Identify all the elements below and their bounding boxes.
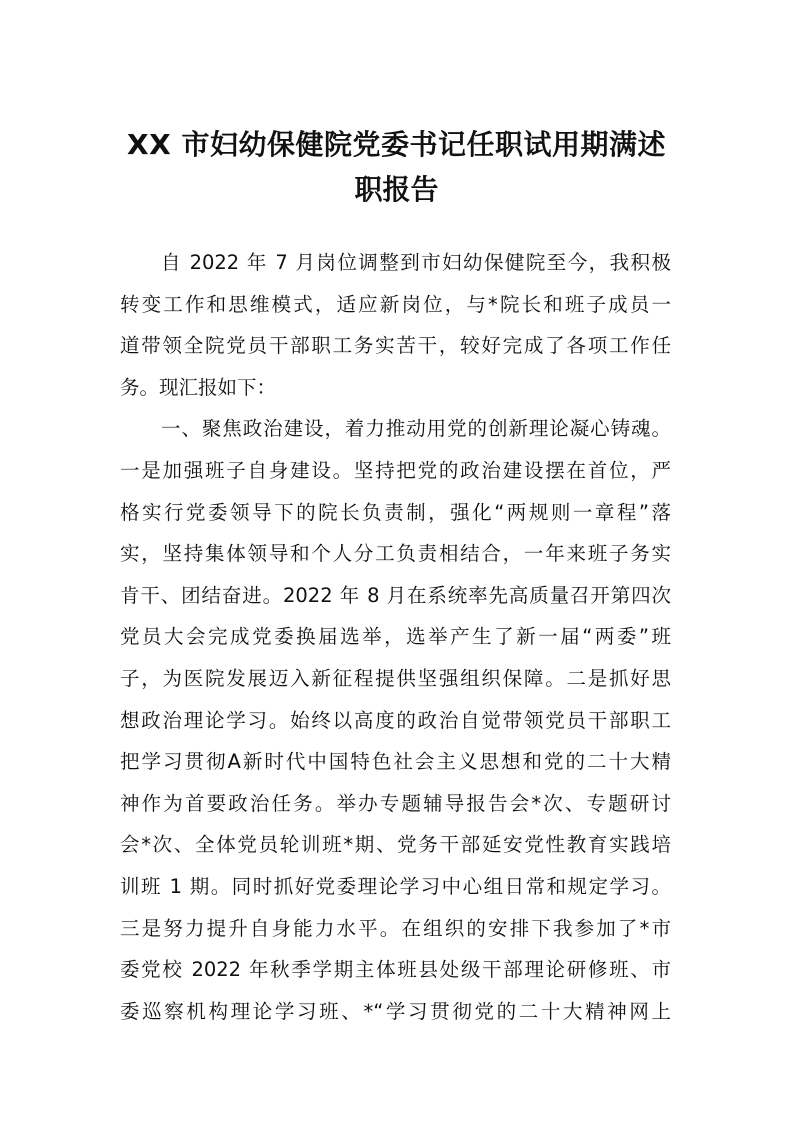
paragraph-2-line: 一、聚焦政治建设，着力推动用党的创新理论凝心铸魂。 (161, 417, 671, 441)
paragraph-2-line: 想政治理论学习。始终以高度的政治自觉带领党员干部职工 (120, 708, 671, 732)
paragraph-1-line: 道带领全院党员干部职工务实苦干，较好完成了各项工作任 (120, 334, 671, 358)
paragraph-2-line: 格实行党委领导下的院长负责制，强化“两规则一章程”落 (120, 500, 671, 524)
paragraph-1-line: 转变工作和思维模式，适应新岗位，与*院长和班子成员一 (120, 292, 671, 316)
paragraph-1-line: 自 2022 年 7 月岗位调整到市妇幼保健院至今，我积极 (161, 251, 671, 274)
paragraph-2-line: 委巡察机构理论学习班、*“学习贯彻党的二十大精神网上 (120, 999, 671, 1023)
paragraph-2-line: 会*次、全体党员轮训班*期、党务干部延安党性教育实践培 (120, 833, 671, 857)
paragraph-2-line: 委党校 2022 年秋季学期主体班县处级干部理论研修班、市 (120, 958, 671, 982)
paragraph-2-line: 三是努力提升自身能力水平。在组织的安排下我参加了*市 (120, 916, 671, 940)
paragraph-2-line: 党员大会完成党委换届选举，选举产生了新一届“两委”班 (120, 625, 671, 649)
paragraph-1-line: 务。现汇报如下： (120, 375, 277, 399)
paragraph-2-line: 子，为医院发展迈入新征程提供坚强组织保障。二是抓好思 (120, 666, 671, 690)
paragraph-2-line: 实，坚持集体领导和个人分工负责相结合，一年来班子务实 (120, 542, 671, 566)
paragraph-2-line: 把学习贯彻A新时代中国特色社会主义思想和党的二十大精 (120, 750, 671, 774)
paragraph-2-line: 神作为首要政治任务。举办专题辅导报告会*次、专题研讨 (120, 791, 671, 815)
document-title-line-2: 职报告 (354, 173, 439, 206)
document-body (120, 242, 671, 1032)
document-title-line-1: XX 市妇幼保健院党委书记任职试用期满述 (127, 128, 666, 161)
paragraph-2-line: 一是加强班子自身建设。坚持把党的政治建设摆在首位，严 (120, 458, 671, 482)
paragraph-2-line: 肯干、团结奋进。2022 年 8 月在系统率先高质量召开第四次 (120, 583, 671, 607)
paragraph-2-line: 训班 1 期。同时抓好党委理论学习中心组日常和规定学习。 (120, 874, 671, 898)
